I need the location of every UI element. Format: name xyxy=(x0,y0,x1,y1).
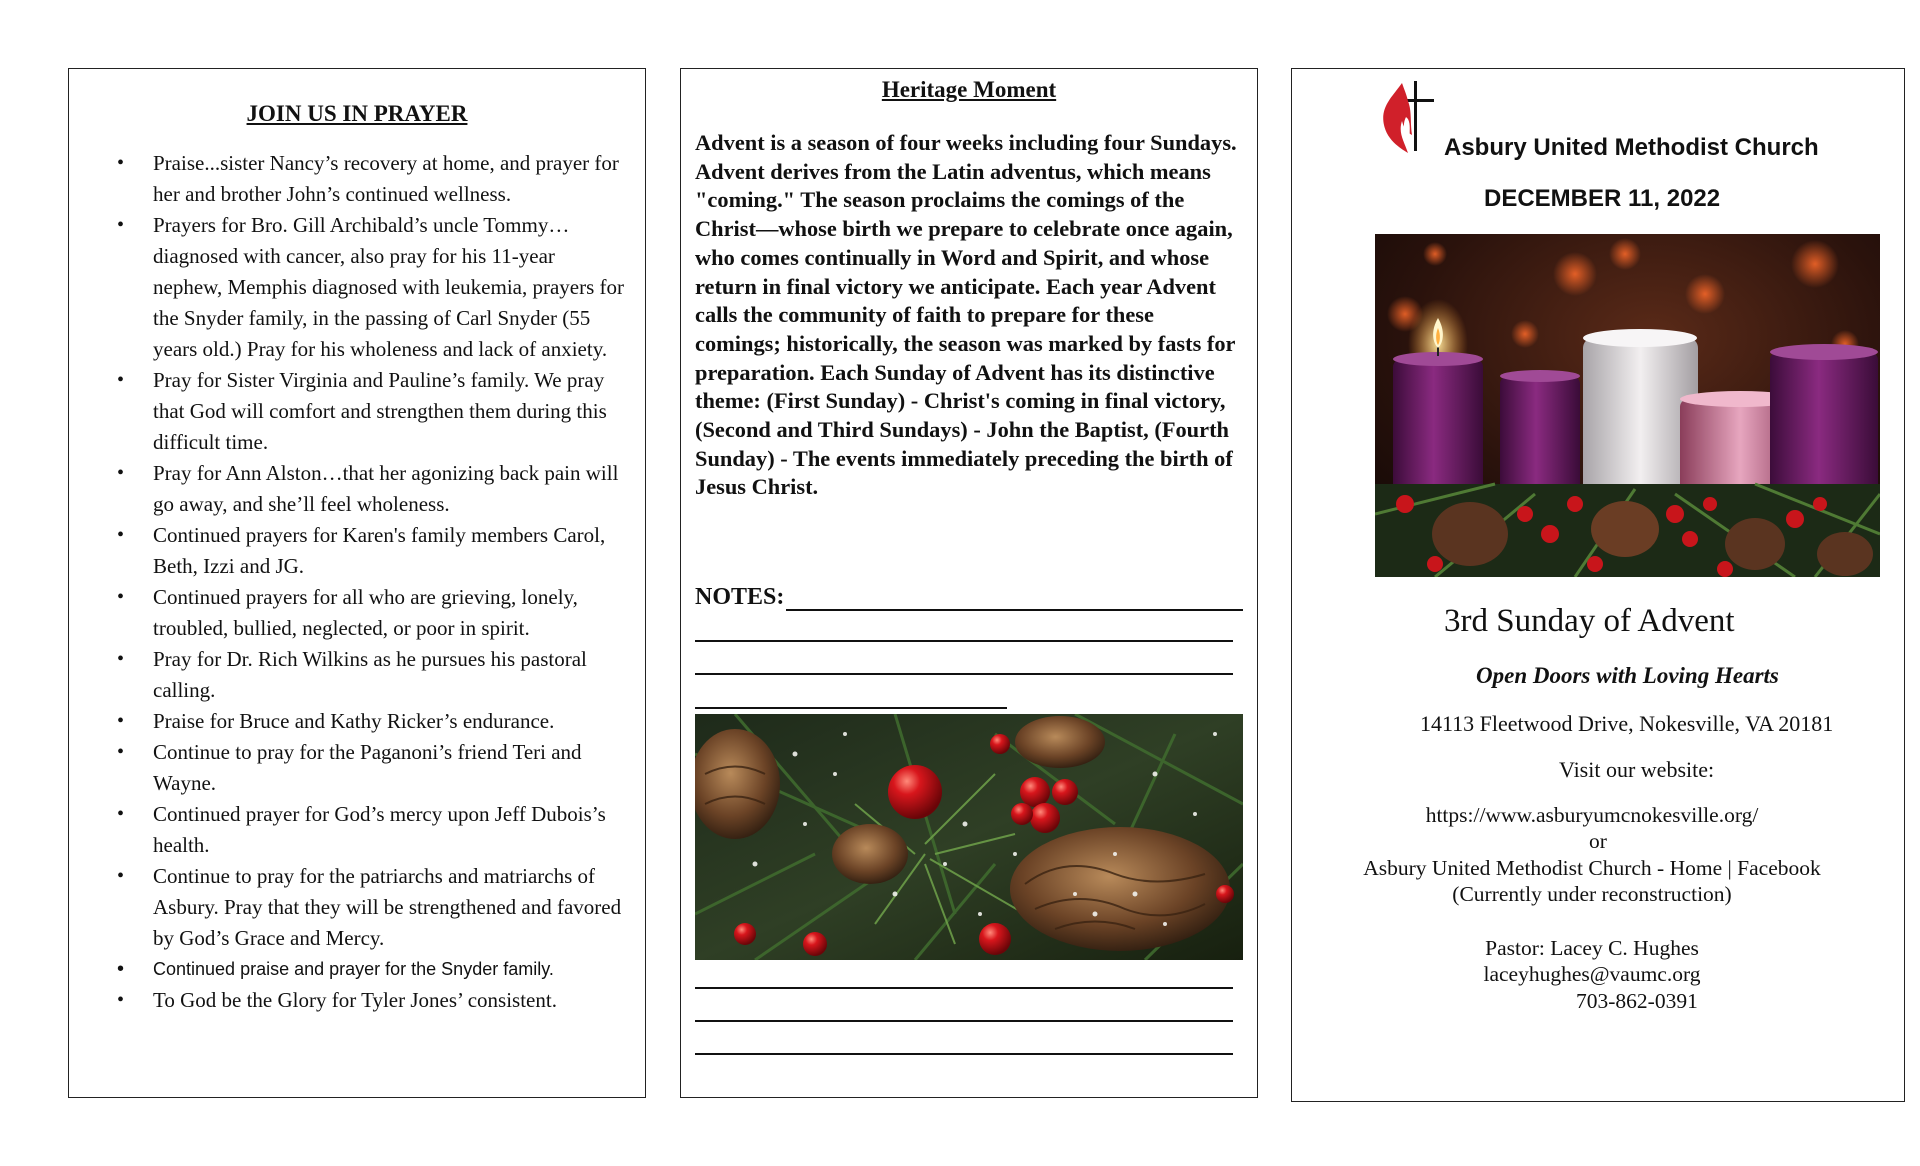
notes-line xyxy=(695,707,1007,709)
list-item: • Continued praise and prayer for the Snyder family. xyxy=(117,954,629,985)
heritage-text: Advent is a season of four weeks including four Sundays. Advent derives from the Latin adventus, which means "coming." The season proclaims the comings of the Christ—whose birth we prepare to celebrate once again, who comes continually in Word and Spirit, and whose return in final victory we anticipate. Each year Advent calls the community of faith to prepare for these comings; historically, the season was marked by fasts for preparation. Each Sunday of Advent has its distinctive theme: (First Sunday) - Christ's coming in final victory, (Second and Third Sundays) - John the Baptist, (Fourth Sunday) - The events immediately preceding the birth of Jesus Christ. xyxy=(695,130,1237,500)
church-name: Asbury United Methodist Church xyxy=(1444,134,1819,161)
visit-website-label: Visit our website: xyxy=(1559,757,1715,782)
prayer-title: JOIN US IN PRAYER xyxy=(246,101,468,126)
list-item: • Pray for Dr. Rich Wilkins as he pursues his pastoral calling. xyxy=(117,644,629,706)
pastor-email[interactable]: laceyhughes@vaumc.org xyxy=(1483,962,1701,986)
pastor-phone: 703-862-0391 xyxy=(1576,989,1698,1013)
notes-line xyxy=(695,987,1233,989)
list-item: • Continued prayer for God’s mercy upon Jeff Dubois’s health. xyxy=(117,799,629,861)
pinecone-berries-photo xyxy=(695,714,1243,960)
advent-sunday-title: 3rd Sunday of Advent xyxy=(1444,603,1735,639)
heritage-title: Heritage Moment xyxy=(881,77,1057,102)
notes-line xyxy=(786,587,1243,611)
notes-label: NOTES: xyxy=(695,584,785,610)
pastor-name: Pastor: Lacey C. Hughes xyxy=(1485,936,1699,960)
notes-line xyxy=(695,1053,1233,1055)
notes-field[interactable] xyxy=(695,584,1243,611)
notes-line xyxy=(695,673,1233,675)
or-separator: or xyxy=(1589,829,1607,853)
notes-line xyxy=(695,640,1233,642)
reconstruction-note: (Currently under reconstruction) xyxy=(1452,882,1732,906)
list-item: • Continued prayers for Karen's family members Carol, Beth, Izzi and JG. xyxy=(117,520,629,582)
advent-candles-photo xyxy=(1375,234,1880,577)
prayer-panel xyxy=(68,68,646,1098)
list-item: • Pray for Ann Alston…that her agonizing back pain will go away, and she’ll feel wholeness. xyxy=(117,458,629,520)
list-item: • Continue to pray for the Paganoni’s friend Teri and Wayne. xyxy=(117,737,629,799)
church-address: 14113 Fleetwood Drive, Nokesville, VA 20181 xyxy=(1420,711,1834,736)
list-item: • Continue to pray for the patriarchs and matriarchs of Asbury. Pray that they will be strengthened and favored by God’s Grace and Mercy. xyxy=(117,861,629,954)
facebook-link[interactable]: Asbury United Methodist Church - Home | Facebook xyxy=(1363,856,1821,880)
bulletin-date: DECEMBER 11, 2022 xyxy=(1484,185,1721,212)
list-item: • Continued prayers for all who are grieving, lonely, troubled, bullied, neglected, or poor in spirit. xyxy=(117,582,629,644)
website-link[interactable]: https://www.asburyumcnokesville.org/ xyxy=(1425,803,1759,827)
cover-panel xyxy=(1291,68,1905,1102)
heritage-panel xyxy=(680,68,1258,1098)
notes-line xyxy=(695,1020,1233,1022)
list-item: • To God be the Glory for Tyler Jones’ consistent. xyxy=(117,985,629,1016)
cross-and-flame-logo xyxy=(1378,77,1434,159)
list-item: • Praise...sister Nancy’s recovery at home, and prayer for her and brother John’s continued wellness. xyxy=(117,148,629,210)
list-item: • Prayers for Bro. Gill Archibald’s uncle Tommy…diagnosed with cancer, also pray for his 11-year nephew, Memphis diagnosed with leukemia, prayers for the Snyder family, in the passing of Carl Snyder (55 years old.) Pray for his wholeness and lack of anxiety. xyxy=(117,210,629,365)
list-item: • Pray for Sister Virginia and Pauline’s family. We pray that God will comfort and strengthen them during this difficult time. xyxy=(117,365,629,458)
bulletin-theme: Open Doors with Loving Hearts xyxy=(1476,663,1779,688)
list-item: • Praise for Bruce and Kathy Ricker’s endurance. xyxy=(117,706,629,737)
prayer-list xyxy=(117,148,629,1016)
